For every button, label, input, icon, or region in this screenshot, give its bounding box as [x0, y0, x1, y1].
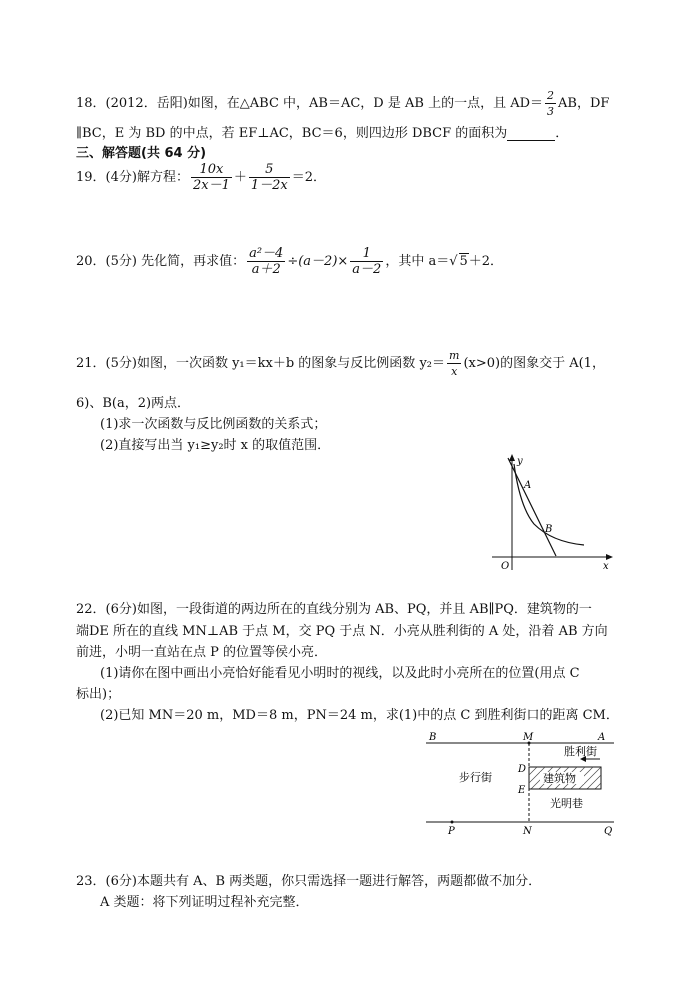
x-axis-arrow-icon: [606, 554, 613, 560]
q20-mid: ÷(a－2)×: [287, 254, 349, 269]
q21-line1: [76, 348, 605, 379]
fig22-street-buxing: 步行街: [459, 771, 492, 784]
q19: [76, 162, 326, 193]
fig22-label-e: E: [518, 785, 526, 796]
q21-line1-post: (x>0)的图象交于 A(1，: [463, 356, 605, 371]
fig21-x-label: x: [603, 561, 609, 572]
q19-f1-den: 2x－1: [192, 178, 230, 193]
q21-fraction: [447, 348, 461, 379]
q21-sub1: (1)求一次函数与反比例函数的关系式；: [100, 417, 327, 432]
q19-f2-den: 1－2x: [250, 178, 288, 193]
fig22-street-shengli: 胜利街: [564, 745, 597, 758]
q20-suffix-pre: ，其中 a＝: [385, 254, 450, 269]
q22-sub2: (2)已知 MN＝20 m，MD＝8 m，PN＝24 m，求(1)中的点 C 到胜利街口的距离 CM．: [100, 708, 619, 723]
y-axis-arrow-icon: [509, 454, 515, 461]
q22-line2: 端DE 所在的直线 MN⊥AB 于点 M，交 PQ 于点 N．小亮从胜利街的 A 处，沿着 AB 方向: [76, 624, 608, 639]
q21-frac-den: x: [451, 365, 458, 378]
q20-suffix-post: ＋2．: [468, 254, 504, 269]
q19-f2-num: 5: [249, 162, 290, 178]
fig22-label-b: B: [429, 732, 437, 743]
fig21-origin-label: O: [501, 561, 510, 572]
q18-line2-pre: ∥BC，E 为 BD 的中点，若 EF⊥AC，BC＝6，则四边形 DBCF 的面积为: [76, 126, 508, 141]
q22-line1: 22．(6分)如图，一段街道的两边所在的直线分别为 AB、PQ，并且 AB∥PQ．建筑物的一: [76, 602, 592, 617]
q20-fraction-1: [247, 246, 285, 277]
q20-prefix: 20．(5分) 先化简，再求值：: [76, 254, 246, 269]
q18-line2-post: ．: [555, 126, 569, 141]
fig22-label-a: A: [598, 732, 606, 743]
q20: [76, 246, 503, 277]
q22-sub1-b: 标出)；: [76, 687, 121, 702]
q19-fraction-2: [249, 162, 290, 193]
fig22-label-m: M: [523, 732, 534, 743]
fig22-label-p: P: [448, 826, 455, 837]
q21-line1-pre: 21．(5分)如图，一次函数 y₁＝kx＋b 的图象与反比例函数 y₂＝: [76, 356, 445, 371]
fig22-label-d: D: [518, 764, 527, 775]
linear-function-line: [508, 458, 556, 556]
answer-blank: [507, 128, 555, 141]
q22-street-figure: [422, 728, 618, 838]
q21-graph-figure: [484, 452, 616, 574]
q19-f1-num: 10x: [191, 162, 232, 178]
q23-line1: 23．(6分)本题共有 A、B 两类题，你只需选择一题进行解答，两题都做不加分．: [76, 874, 542, 889]
section-title: 三、解答题(共 64 分): [76, 146, 207, 161]
q19-plus: ＋: [233, 170, 247, 185]
q18-fraction: [545, 88, 556, 119]
q18-frac-den: 3: [547, 105, 555, 118]
q21-sub2: (2)直接写出当 y₁≥y₂时 x 的取值范围．: [100, 438, 331, 453]
q19-fraction-1: [191, 162, 232, 193]
q20-fraction-2: [350, 246, 383, 277]
q20-f1-num: a²－4: [249, 246, 284, 261]
q21-frac-num: m: [449, 349, 460, 362]
sqrt-icon: √: [449, 254, 458, 269]
q18-line2: [76, 122, 568, 141]
q19-prefix: 19．(4分)解方程：: [76, 170, 189, 185]
point-p-dot: [451, 821, 454, 824]
q22-line3: 前进，小明一直站在点 P 的位置等侯小亮．: [76, 645, 328, 660]
q21-line2: 6)、B(a，2)两点．: [76, 396, 191, 411]
q23-line2: A 类题：将下列证明过程补充完整．: [100, 895, 309, 910]
q18-line1-post: AB，DF: [558, 96, 610, 111]
q18-line1-pre: 18．(2012．岳阳)如图，在△ABC 中，AB＝AC，D 是 AB 上的一点，且 AD＝: [76, 96, 544, 111]
q19-suffix: ＝2．: [291, 170, 327, 185]
q18-frac-num: 2: [547, 89, 555, 102]
fig22-building-label: 建筑物: [543, 772, 576, 785]
fig21-point-a-label: A: [524, 480, 532, 491]
fig22-label-n: N: [523, 826, 532, 837]
fig22-lane-label: 光明巷: [550, 797, 583, 810]
q22-sub1-a: (1)请你在图中画出小亮恰好能看见小明时的视线，以及此时小亮所在的位置(用点 C: [100, 666, 580, 681]
q18-line1: [76, 88, 609, 119]
fig21-y-label: y: [517, 456, 523, 467]
q20-f2-num: 1: [350, 246, 383, 262]
fig22-label-q: Q: [604, 826, 613, 837]
fig21-point-b-label: B: [545, 524, 553, 535]
q20-f1-den: a＋2: [251, 262, 281, 277]
q20-sqrt-value: 5: [459, 254, 468, 269]
q20-f2-den: a－2: [352, 262, 382, 277]
